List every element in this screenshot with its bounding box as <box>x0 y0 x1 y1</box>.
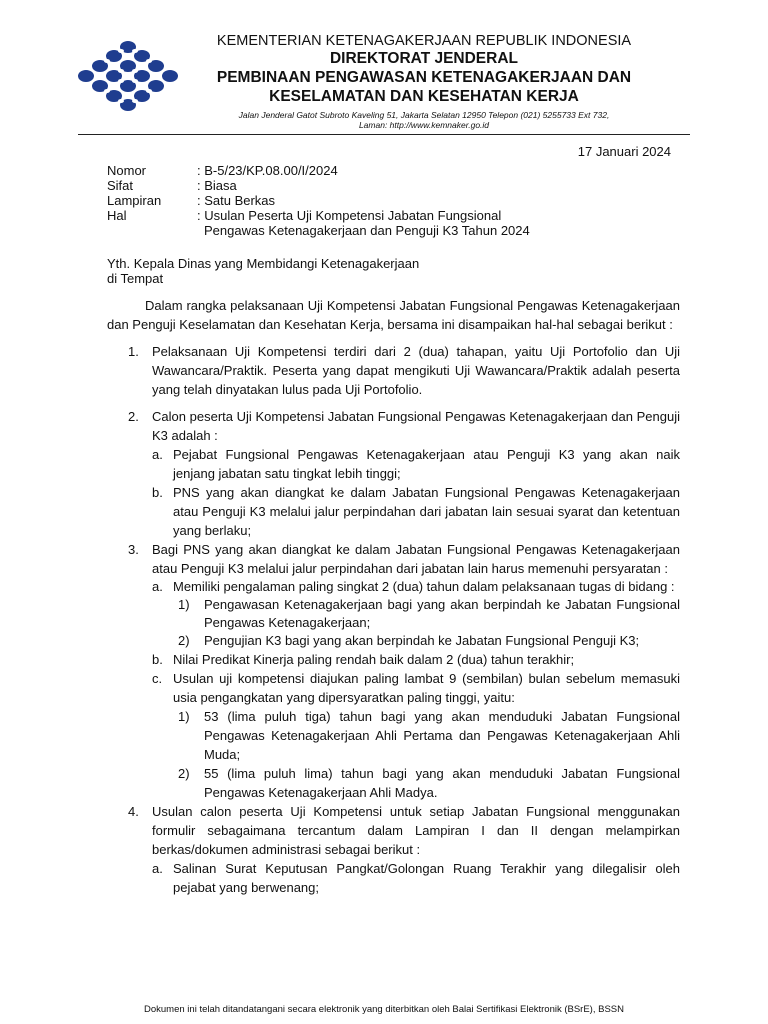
website-line: Laman: http://www.kemnaker.go.id <box>358 120 490 130</box>
header-divider <box>78 134 690 135</box>
sub-item <box>152 578 680 596</box>
item-text: Calon peserta Uji Kompetensi Jabatan Fungsional Pengawas Ketenagakerjaan dan Penguji K3 adalah : <box>152 409 680 443</box>
hal-value: : Usulan Peserta Uji Kompetensi Jabatan Fungsional <box>197 208 502 223</box>
nomor-label: Nomor <box>107 163 147 178</box>
list-item <box>107 342 680 399</box>
list-item <box>107 407 680 540</box>
directorate-line1: PEMBINAAN PENGAWASAN KETENAGAKERJAAN DAN <box>216 69 632 86</box>
sub-item-text: Pejabat Fungsional Pengawas Ketenagakerjaan atau Penguji K3 yang akan naik jenjang jabatan satu tingkat lebih tinggi; <box>173 447 680 481</box>
sifat-value: : Biasa <box>197 178 237 193</box>
sub-item-text: PNS yang akan diangkat ke dalam Jabatan Fungsional Pengawas Ketenagakerjaan atau Penguji K3 melalui jalur perpindahan dari jabatan lain sesuai syarat dan ketentuan yang berlaku; <box>173 485 680 538</box>
recipient-line1: Yth. Kepala Dinas yang Membidangi Ketenagakerjaan <box>107 256 420 271</box>
sub-item <box>152 650 680 669</box>
sub-item-text: Memiliki pengalaman paling singkat 2 (dua) tahun dalam pelaksanaan tugas di bidang : <box>173 579 675 594</box>
lampiran-label: Lampiran <box>107 193 162 208</box>
list-item <box>107 802 680 897</box>
sub-item-letter: b. <box>152 652 163 667</box>
sub-item-text: Usulan uji kompetensi diajukan paling lambat 9 (sembilan) bulan sebelum memasuki usia pengangkatan yang dipersyaratkan paling tinggi, yaitu: <box>173 671 680 705</box>
sub-item-letter: b. <box>152 485 163 500</box>
letter-date: 17 Januari 2024 <box>577 144 671 159</box>
sub-sub-item <box>152 707 680 764</box>
letterhead <box>190 33 658 130</box>
sub-sub-item <box>152 632 680 650</box>
address-line: Jalan Jenderal Gatot Subroto Kaveling 51, Jakarta Selatan 12950 Telepon (021) 5255733 Ext 732, <box>238 110 610 120</box>
e-signature-footer: Dokumen ini telah ditandatangani secara elektronik yang diterbitkan oleh Balai Sertifikasi Elektronik (BSrE), BSSN <box>144 1004 624 1015</box>
sub-sub-item-number: 1) <box>178 709 190 724</box>
sub-sub-item-text: Pengawasan Ketenagakerjaan bagi yang akan berpindah ke Jabatan Fungsional Pengawas Ketenagakerjaan; <box>204 597 680 630</box>
sub-sub-item-text: 55 (lima puluh lima) tahun bagi yang akan menduduki Jabatan Fungsional Pengawas Ketenagakerjaan Ahli Madya. <box>204 766 680 800</box>
item-number: 1. <box>128 344 139 359</box>
sub-sub-item-number: 2) <box>178 766 190 781</box>
ministry-name: KEMENTERIAN KETENAGAKERJAAN REPUBLIK INDONESIA <box>216 33 632 49</box>
hal-label: Hal <box>107 208 127 223</box>
letter-body <box>107 296 680 905</box>
sub-item-letter: a. <box>152 861 163 876</box>
item-number: 3. <box>128 542 139 557</box>
sub-sub-item-number: 2) <box>178 633 190 648</box>
sub-item-letter: a. <box>152 579 163 594</box>
sub-item-letter: c. <box>152 671 163 686</box>
item-text: Bagi PNS yang akan diangkat ke dalam Jabatan Fungsional Pengawas Ketenagakerjaan atau Penguji K3 melalui jalur perpindahan dari jabatan lain harus memenuhi persyaratan : <box>152 542 680 576</box>
item-number: 2. <box>128 409 139 424</box>
sifat-label: Sifat <box>107 178 134 193</box>
sub-item-letter: a. <box>152 447 163 462</box>
item-number: 4. <box>128 804 139 819</box>
sub-item <box>152 445 680 483</box>
sub-sub-item-number: 1) <box>178 597 190 612</box>
intro-paragraph: Dalam rangka pelaksanaan Uji Kompetensi Jabatan Fungsional Pengawas Ketenagakerjaan dan Penguji Keselamatan dan Kesehatan Kerja, bersama ini disampaikan hal-hal sebagai berikut : <box>107 298 680 332</box>
sub-item <box>152 669 680 707</box>
sub-sub-item <box>152 596 680 632</box>
sub-item <box>152 483 680 540</box>
sub-item <box>152 859 680 897</box>
sub-sub-item-text: 53 (lima puluh tiga) tahun bagi yang akan menduduki Jabatan Fungsional Pengawas Ketenagakerjaan Ahli Pertama dan Pengawas Ketenagakerjaan Ahli Muda; <box>204 709 680 762</box>
recipient <box>107 256 419 286</box>
nomor-value: : B-5/23/KP.08.00/I/2024 <box>197 163 338 178</box>
sub-item-text: Nilai Predikat Kinerja paling rendah baik dalam 2 (dua) tahun terakhir; <box>173 652 575 667</box>
letter-meta <box>107 163 597 238</box>
kemnaker-logo <box>78 40 178 112</box>
directorate-general: DIREKTORAT JENDERAL <box>329 50 519 67</box>
list-item <box>107 540 680 802</box>
recipient-line2: di Tempat <box>107 271 164 286</box>
directorate-line2: KESELAMATAN DAN KESEHATAN KERJA <box>269 88 579 105</box>
lampiran-value: : Satu Berkas <box>197 193 276 208</box>
sub-sub-item-text: Pengujian K3 bagi yang akan berpindah ke Jabatan Fungsional Penguji K3; <box>204 633 640 648</box>
hal-value-cont: Pengawas Ketenagakerjaan dan Penguji K3 Tahun 2024 <box>204 223 530 238</box>
item-text: Usulan calon peserta Uji Kompetensi untuk setiap Jabatan Fungsional menggunakan formulir sebagaimana tercantum dalam Lampiran I dan II dengan melampirkan berkas/dokumen administrasi sebagai berikut : <box>152 804 680 857</box>
sub-item-text: Salinan Surat Keputusan Pangkat/Golongan Ruang Terakhir yang dilegalisir oleh pejabat yang berwenang; <box>173 861 680 895</box>
item-text: Pelaksanaan Uji Kompetensi terdiri dari 2 (dua) tahapan, yaitu Uji Portofolio dan Uji Wawancara/Praktik. Peserta yang dapat mengikuti Uji Wawancara/Praktik adalah peserta yang telah dinyatakan lulus pada Uji Portofolio. <box>152 344 680 397</box>
sub-sub-item <box>152 764 680 802</box>
